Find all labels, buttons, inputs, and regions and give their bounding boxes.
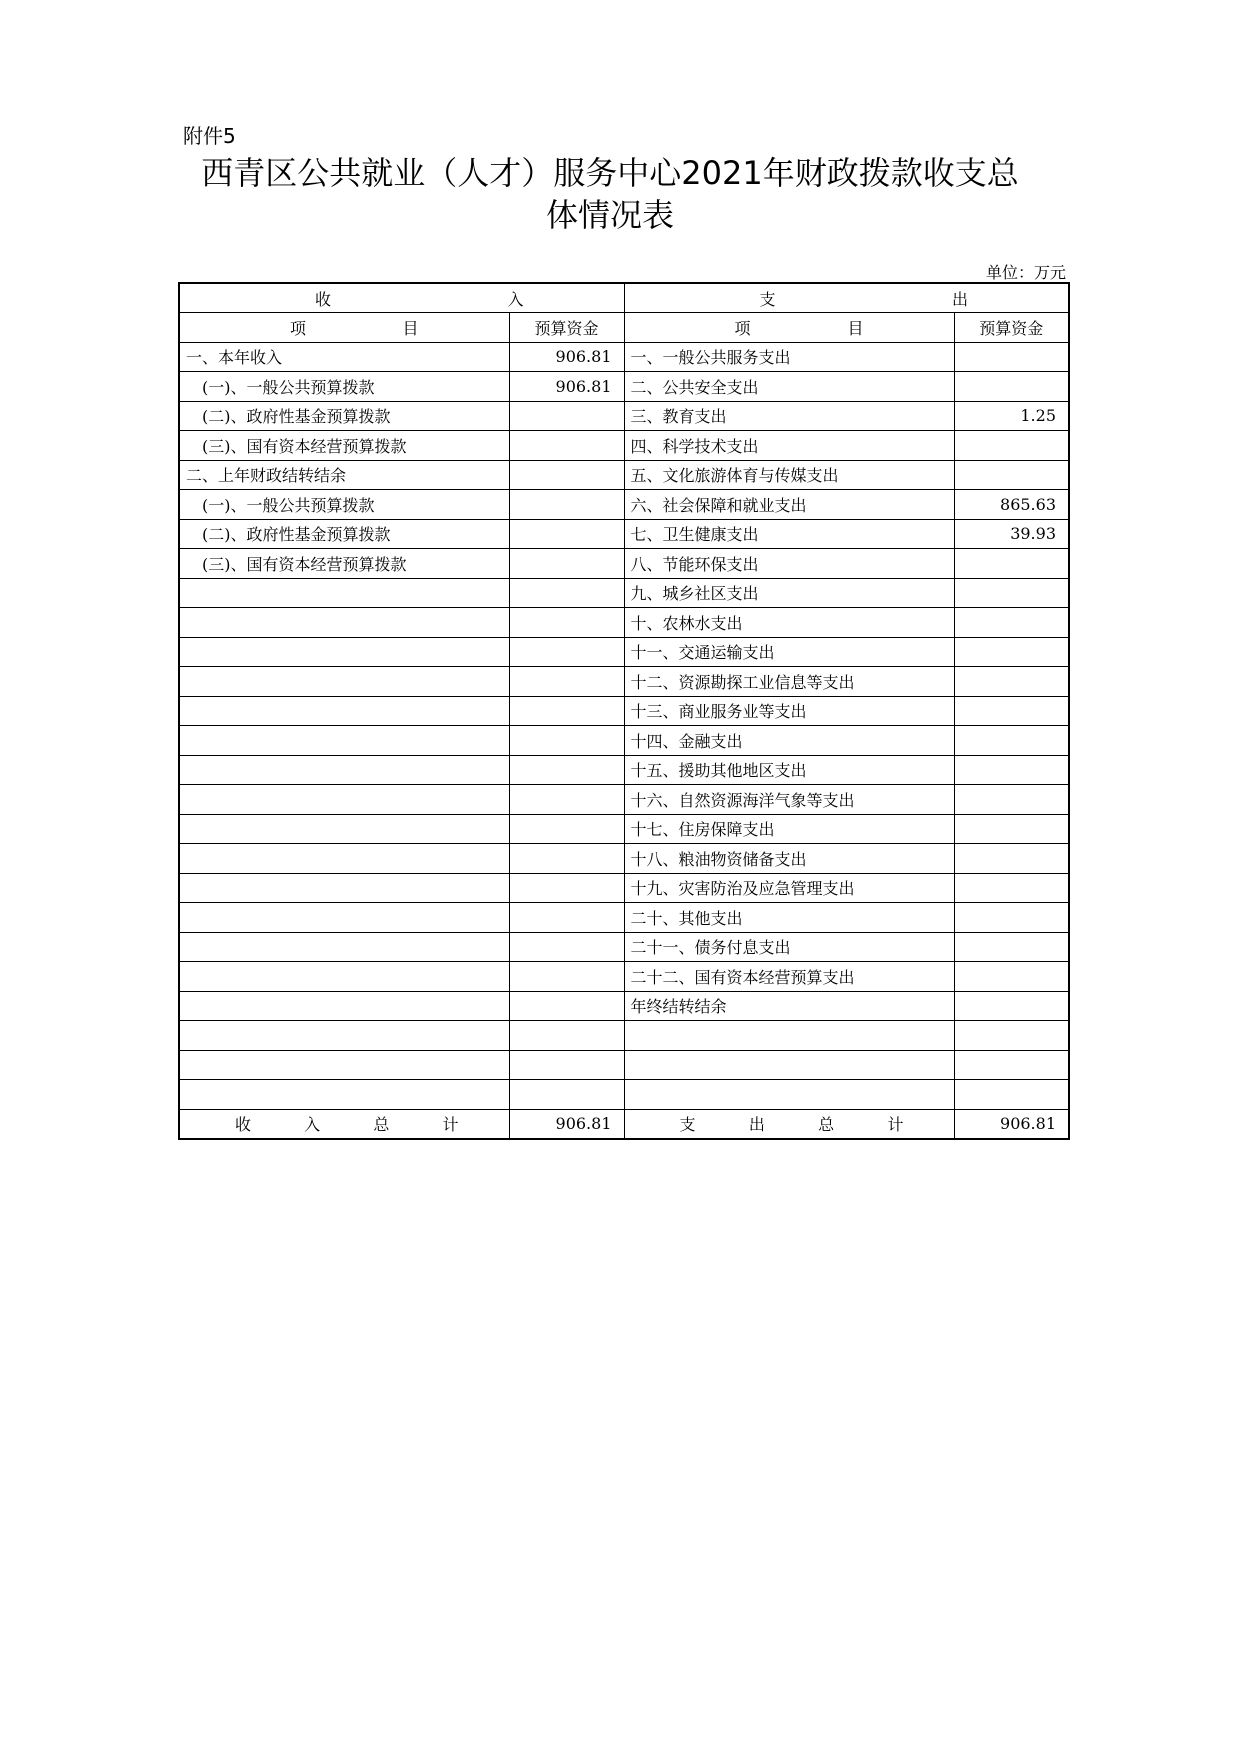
expense-item bbox=[624, 1021, 954, 1051]
income-value bbox=[509, 401, 624, 431]
income-item bbox=[179, 932, 509, 962]
income-budget-header: 预算资金 bbox=[509, 313, 624, 343]
income-value bbox=[509, 1021, 624, 1051]
expense-item: 十五、援助其他地区支出 bbox=[624, 755, 954, 785]
expense-item: 十八、粮油物资储备支出 bbox=[624, 844, 954, 874]
income-value bbox=[509, 962, 624, 992]
table-row bbox=[179, 1021, 1069, 1051]
income-item bbox=[179, 1080, 509, 1110]
table-row bbox=[179, 667, 1069, 697]
expense-value: 865.63 bbox=[954, 490, 1069, 520]
table-row bbox=[179, 431, 1069, 461]
expense-value: 39.93 bbox=[954, 519, 1069, 549]
table-row bbox=[179, 549, 1069, 579]
income-value bbox=[509, 755, 624, 785]
expense-item: 二十一、债务付息支出 bbox=[624, 932, 954, 962]
income-item: (三)、国有资本经营预算拨款 bbox=[179, 549, 509, 579]
table-row bbox=[179, 696, 1069, 726]
expense-item bbox=[624, 1080, 954, 1110]
expense-item bbox=[624, 1050, 954, 1080]
expense-item: 六、社会保障和就业支出 bbox=[624, 490, 954, 520]
table-row bbox=[179, 726, 1069, 756]
income-item-header: 项 目 bbox=[179, 313, 509, 343]
expense-value bbox=[954, 1080, 1069, 1110]
income-value bbox=[509, 460, 624, 490]
expense-value bbox=[954, 608, 1069, 638]
expense-value bbox=[954, 372, 1069, 402]
income-item bbox=[179, 608, 509, 638]
table-row bbox=[179, 372, 1069, 402]
income-value bbox=[509, 873, 624, 903]
income-value bbox=[509, 667, 624, 697]
expense-value bbox=[954, 549, 1069, 579]
income-item: 一、本年收入 bbox=[179, 342, 509, 372]
table-row bbox=[179, 991, 1069, 1021]
expense-value bbox=[954, 903, 1069, 933]
income-value: 906.81 bbox=[509, 372, 624, 402]
income-item bbox=[179, 873, 509, 903]
expense-value bbox=[954, 991, 1069, 1021]
table-row bbox=[179, 342, 1069, 372]
expense-value bbox=[954, 460, 1069, 490]
income-item bbox=[179, 696, 509, 726]
expense-value bbox=[954, 342, 1069, 372]
totals-row bbox=[179, 1109, 1069, 1139]
expense-value bbox=[954, 755, 1069, 785]
income-item: 二、上年财政结转结余 bbox=[179, 460, 509, 490]
income-item bbox=[179, 991, 509, 1021]
income-value bbox=[509, 814, 624, 844]
expense-value bbox=[954, 932, 1069, 962]
income-item bbox=[179, 578, 509, 608]
page-title bbox=[150, 152, 1070, 236]
table-row bbox=[179, 932, 1069, 962]
income-item: (二)、政府性基金预算拨款 bbox=[179, 519, 509, 549]
expense-total-value: 906.81 bbox=[954, 1109, 1069, 1139]
expense-item: 二十二、国有资本经营预算支出 bbox=[624, 962, 954, 992]
expense-item: 二、公共安全支出 bbox=[624, 372, 954, 402]
expense-item-header: 项 目 bbox=[624, 313, 954, 343]
expense-total-label: 支 出 总 计 bbox=[624, 1109, 954, 1139]
expense-header: 支 出 bbox=[624, 283, 1069, 313]
income-value bbox=[509, 549, 624, 579]
column-header-row bbox=[179, 313, 1069, 343]
income-value bbox=[509, 519, 624, 549]
table-row bbox=[179, 1050, 1069, 1080]
expense-item: 十一、交通运输支出 bbox=[624, 637, 954, 667]
income-item bbox=[179, 667, 509, 697]
income-value bbox=[509, 903, 624, 933]
income-header: 收 入 bbox=[179, 283, 624, 313]
expense-value bbox=[954, 1050, 1069, 1080]
table-row bbox=[179, 490, 1069, 520]
income-item bbox=[179, 844, 509, 874]
income-item bbox=[179, 962, 509, 992]
table-row bbox=[179, 460, 1069, 490]
table-row bbox=[179, 844, 1069, 874]
expense-value bbox=[954, 844, 1069, 874]
table-row bbox=[179, 814, 1069, 844]
income-value bbox=[509, 1080, 624, 1110]
expense-item: 八、节能环保支出 bbox=[624, 549, 954, 579]
unit-label: 单位：万元 bbox=[985, 263, 1066, 282]
title-line-1: 西青区公共就业（人才）服务中心2021年财政拨款收支总 bbox=[201, 154, 1019, 192]
table-row bbox=[179, 608, 1069, 638]
expense-item: 十七、住房保障支出 bbox=[624, 814, 954, 844]
expense-budget-header: 预算资金 bbox=[954, 313, 1069, 343]
expense-item: 七、卫生健康支出 bbox=[624, 519, 954, 549]
title-line-2: 体情况表 bbox=[545, 196, 674, 234]
table-row bbox=[179, 401, 1069, 431]
section-header-row bbox=[179, 283, 1069, 313]
income-value bbox=[509, 696, 624, 726]
expense-item: 九、城乡社区支出 bbox=[624, 578, 954, 608]
income-item bbox=[179, 637, 509, 667]
income-total-value: 906.81 bbox=[509, 1109, 624, 1139]
income-item bbox=[179, 814, 509, 844]
expense-item: 十二、资源勘探工业信息等支出 bbox=[624, 667, 954, 697]
income-value bbox=[509, 844, 624, 874]
income-item: (三)、国有资本经营预算拨款 bbox=[179, 431, 509, 461]
income-value bbox=[509, 785, 624, 815]
income-item: (二)、政府性基金预算拨款 bbox=[179, 401, 509, 431]
income-item: (一)、一般公共预算拨款 bbox=[179, 372, 509, 402]
expense-value bbox=[954, 873, 1069, 903]
expense-item: 十三、商业服务业等支出 bbox=[624, 696, 954, 726]
income-item bbox=[179, 1050, 509, 1080]
expense-value bbox=[954, 785, 1069, 815]
income-item bbox=[179, 903, 509, 933]
income-value bbox=[509, 608, 624, 638]
expense-item: 二十、其他支出 bbox=[624, 903, 954, 933]
table-row bbox=[179, 637, 1069, 667]
expense-value bbox=[954, 431, 1069, 461]
expense-item: 十、农林水支出 bbox=[624, 608, 954, 638]
income-item bbox=[179, 726, 509, 756]
expense-item: 十九、灾害防治及应急管理支出 bbox=[624, 873, 954, 903]
expense-item: 十四、金融支出 bbox=[624, 726, 954, 756]
expense-item: 年终结转结余 bbox=[624, 991, 954, 1021]
expense-value bbox=[954, 726, 1069, 756]
income-item bbox=[179, 755, 509, 785]
table-row bbox=[179, 755, 1069, 785]
expense-item: 三、教育支出 bbox=[624, 401, 954, 431]
income-value bbox=[509, 1050, 624, 1080]
income-value bbox=[509, 431, 624, 461]
income-value bbox=[509, 578, 624, 608]
expense-item: 四、科学技术支出 bbox=[624, 431, 954, 461]
income-value bbox=[509, 991, 624, 1021]
expense-value bbox=[954, 578, 1069, 608]
expense-item: 十六、自然资源海洋气象等支出 bbox=[624, 785, 954, 815]
budget-table bbox=[178, 282, 1070, 1140]
expense-value bbox=[954, 1021, 1069, 1051]
income-value bbox=[509, 637, 624, 667]
income-value bbox=[509, 726, 624, 756]
expense-value bbox=[954, 814, 1069, 844]
expense-value bbox=[954, 667, 1069, 697]
expense-item: 五、文化旅游体育与传媒支出 bbox=[624, 460, 954, 490]
income-value: 906.81 bbox=[509, 342, 624, 372]
expense-value: 1.25 bbox=[954, 401, 1069, 431]
table-row bbox=[179, 519, 1069, 549]
income-item bbox=[179, 1021, 509, 1051]
table-row bbox=[179, 873, 1069, 903]
income-value bbox=[509, 932, 624, 962]
table-row bbox=[179, 785, 1069, 815]
expense-item: 一、一般公共服务支出 bbox=[624, 342, 954, 372]
income-item: (一)、一般公共预算拨款 bbox=[179, 490, 509, 520]
table-row bbox=[179, 578, 1069, 608]
expense-value bbox=[954, 962, 1069, 992]
table-row bbox=[179, 1080, 1069, 1110]
expense-value bbox=[954, 696, 1069, 726]
income-total-label: 收 入 总 计 bbox=[179, 1109, 509, 1139]
attachment-label: 附件5 bbox=[183, 124, 236, 148]
income-item bbox=[179, 785, 509, 815]
income-value bbox=[509, 490, 624, 520]
table-row bbox=[179, 962, 1069, 992]
expense-value bbox=[954, 637, 1069, 667]
table-row bbox=[179, 903, 1069, 933]
